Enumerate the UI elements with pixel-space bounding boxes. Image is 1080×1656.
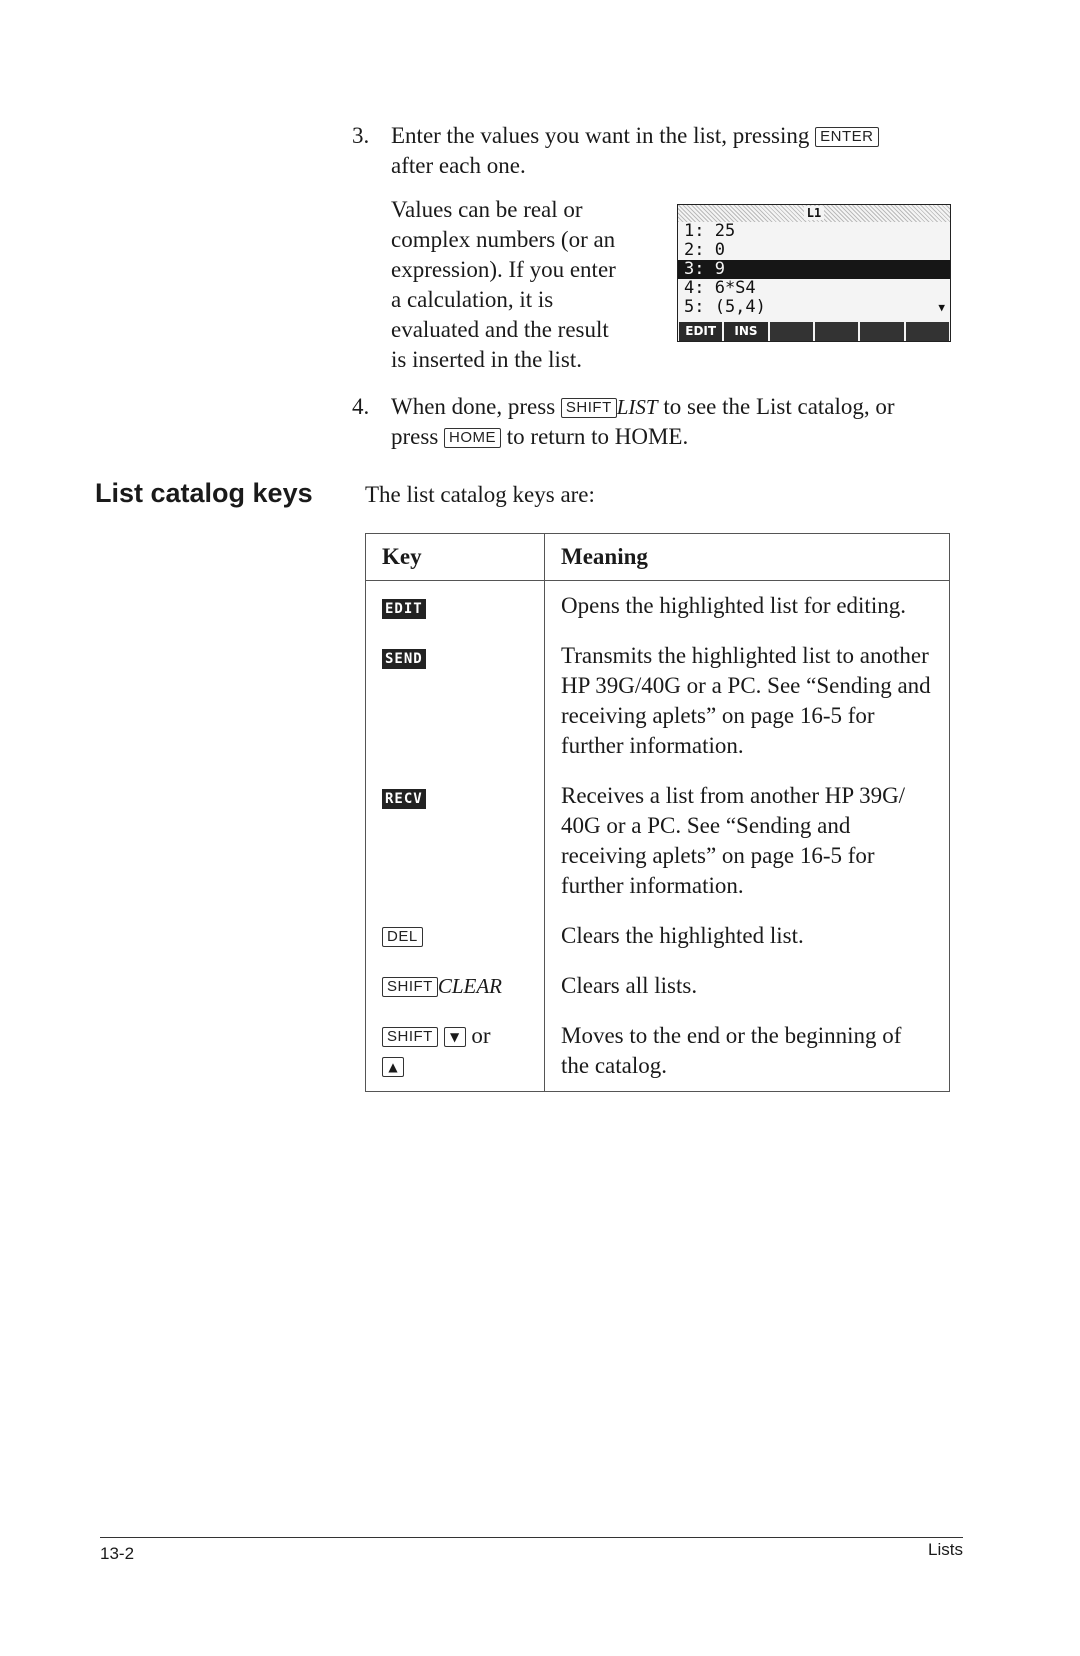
screen-line-highlighted: 3: 9 <box>678 260 950 279</box>
menu-empty-softkey <box>815 322 858 341</box>
table-row <box>366 771 950 911</box>
explanation-line: a calculation, it is <box>391 287 554 312</box>
explanation-line: evaluated and the result <box>391 317 609 342</box>
screen-title-bar <box>678 205 950 222</box>
key-cell <box>366 911 545 961</box>
key-cell <box>366 771 545 911</box>
screen-title: L1 <box>804 206 824 220</box>
header-key: Key <box>366 534 545 581</box>
table-row <box>366 961 950 1011</box>
section-intro: The list catalog keys are: <box>365 482 595 507</box>
screen-line: 1: 25 <box>684 221 736 241</box>
table-row <box>366 911 950 961</box>
menu-empty-softkey <box>906 322 949 341</box>
explanation-line: is inserted in the list. <box>391 347 583 372</box>
shift-key: SHIFT <box>382 1027 438 1047</box>
page-number: 13-2 <box>100 1544 135 1563</box>
step-3-text <box>391 121 971 181</box>
enter-key: ENTER <box>815 127 878 147</box>
section-heading: List catalog keys <box>95 478 313 508</box>
screen-menu-bar <box>678 322 950 341</box>
step-3-text-after: after each one. <box>391 153 526 178</box>
key-cell <box>366 1011 545 1092</box>
step-4-text-part: to see the List catalog, or <box>663 394 895 419</box>
key-cell <box>366 631 545 771</box>
del-key: DEL <box>382 927 423 947</box>
screen-line: 2: 0 <box>684 240 725 260</box>
calculator-screen <box>677 204 951 342</box>
meaning-cell: Moves to the end or the beginning of the catalog. <box>545 1011 950 1092</box>
meaning-cell: Transmits the highlighted list to another HP 39G/40G or a PC. See “Sending and receiving aplets” on page 16-5 for further information. <box>545 631 950 771</box>
menu-empty-softkey <box>770 322 813 341</box>
screen-line-text: 5: (5,4) <box>684 297 766 317</box>
down-arrow-key-icon: ▼ <box>444 1027 466 1047</box>
menu-edit-softkey: EDIT <box>679 322 722 341</box>
meaning-cell: Opens the highlighted list for editing. <box>545 581 950 632</box>
edit-softkey: EDIT <box>382 599 426 619</box>
step-4-text <box>391 392 991 452</box>
explanation-line: Values can be real or <box>391 197 583 222</box>
screen-line: 4: 6*S4 <box>684 278 756 298</box>
meaning-cell: Clears all lists. <box>545 961 950 1011</box>
step-4-number: 4. <box>352 394 370 419</box>
table-row <box>366 1011 950 1092</box>
menu-empty-softkey <box>860 322 903 341</box>
step-3-text-before: Enter the values you want in the list, pressing <box>391 123 810 148</box>
screen-line <box>678 298 950 317</box>
home-key: HOME <box>444 428 501 448</box>
explanation-line: complex numbers (or an <box>391 227 616 252</box>
header-meaning: Meaning <box>545 534 950 581</box>
step-4-text-part: press <box>391 424 439 449</box>
recv-softkey: RECV <box>382 789 426 809</box>
meaning-cell: Receives a list from another HP 39G/ 40G or a PC. See “Sending and receiving aplets” on page 16-5 for further information. <box>545 771 950 911</box>
clear-label: CLEAR <box>437 974 503 998</box>
step-3-explanation <box>391 195 651 375</box>
table-row <box>366 581 950 632</box>
send-softkey: SEND <box>382 649 426 669</box>
shift-key: SHIFT <box>561 398 617 418</box>
step-4-text-part: to return to HOME. <box>506 424 689 449</box>
menu-ins-softkey: INS <box>724 322 767 341</box>
meaning-cell: Clears the highlighted list. <box>545 911 950 961</box>
key-cell <box>366 581 545 632</box>
step-4-text-part: When done, press <box>391 394 556 419</box>
up-arrow-key-icon: ▲ <box>382 1057 404 1077</box>
table-row <box>366 631 950 771</box>
footer-rule <box>100 1537 963 1538</box>
or-label: or <box>471 1023 491 1048</box>
list-catalog-keys-table <box>365 533 950 1092</box>
explanation-line: expression). If you enter <box>391 257 616 282</box>
list-label: LIST <box>616 395 658 419</box>
table-header-row <box>366 534 950 581</box>
scroll-down-icon: ▼ <box>938 301 945 314</box>
footer-section-name: Lists <box>928 1540 963 1559</box>
key-cell <box>366 961 545 1011</box>
step-3-number: 3. <box>352 123 370 148</box>
shift-key: SHIFT <box>382 977 438 997</box>
